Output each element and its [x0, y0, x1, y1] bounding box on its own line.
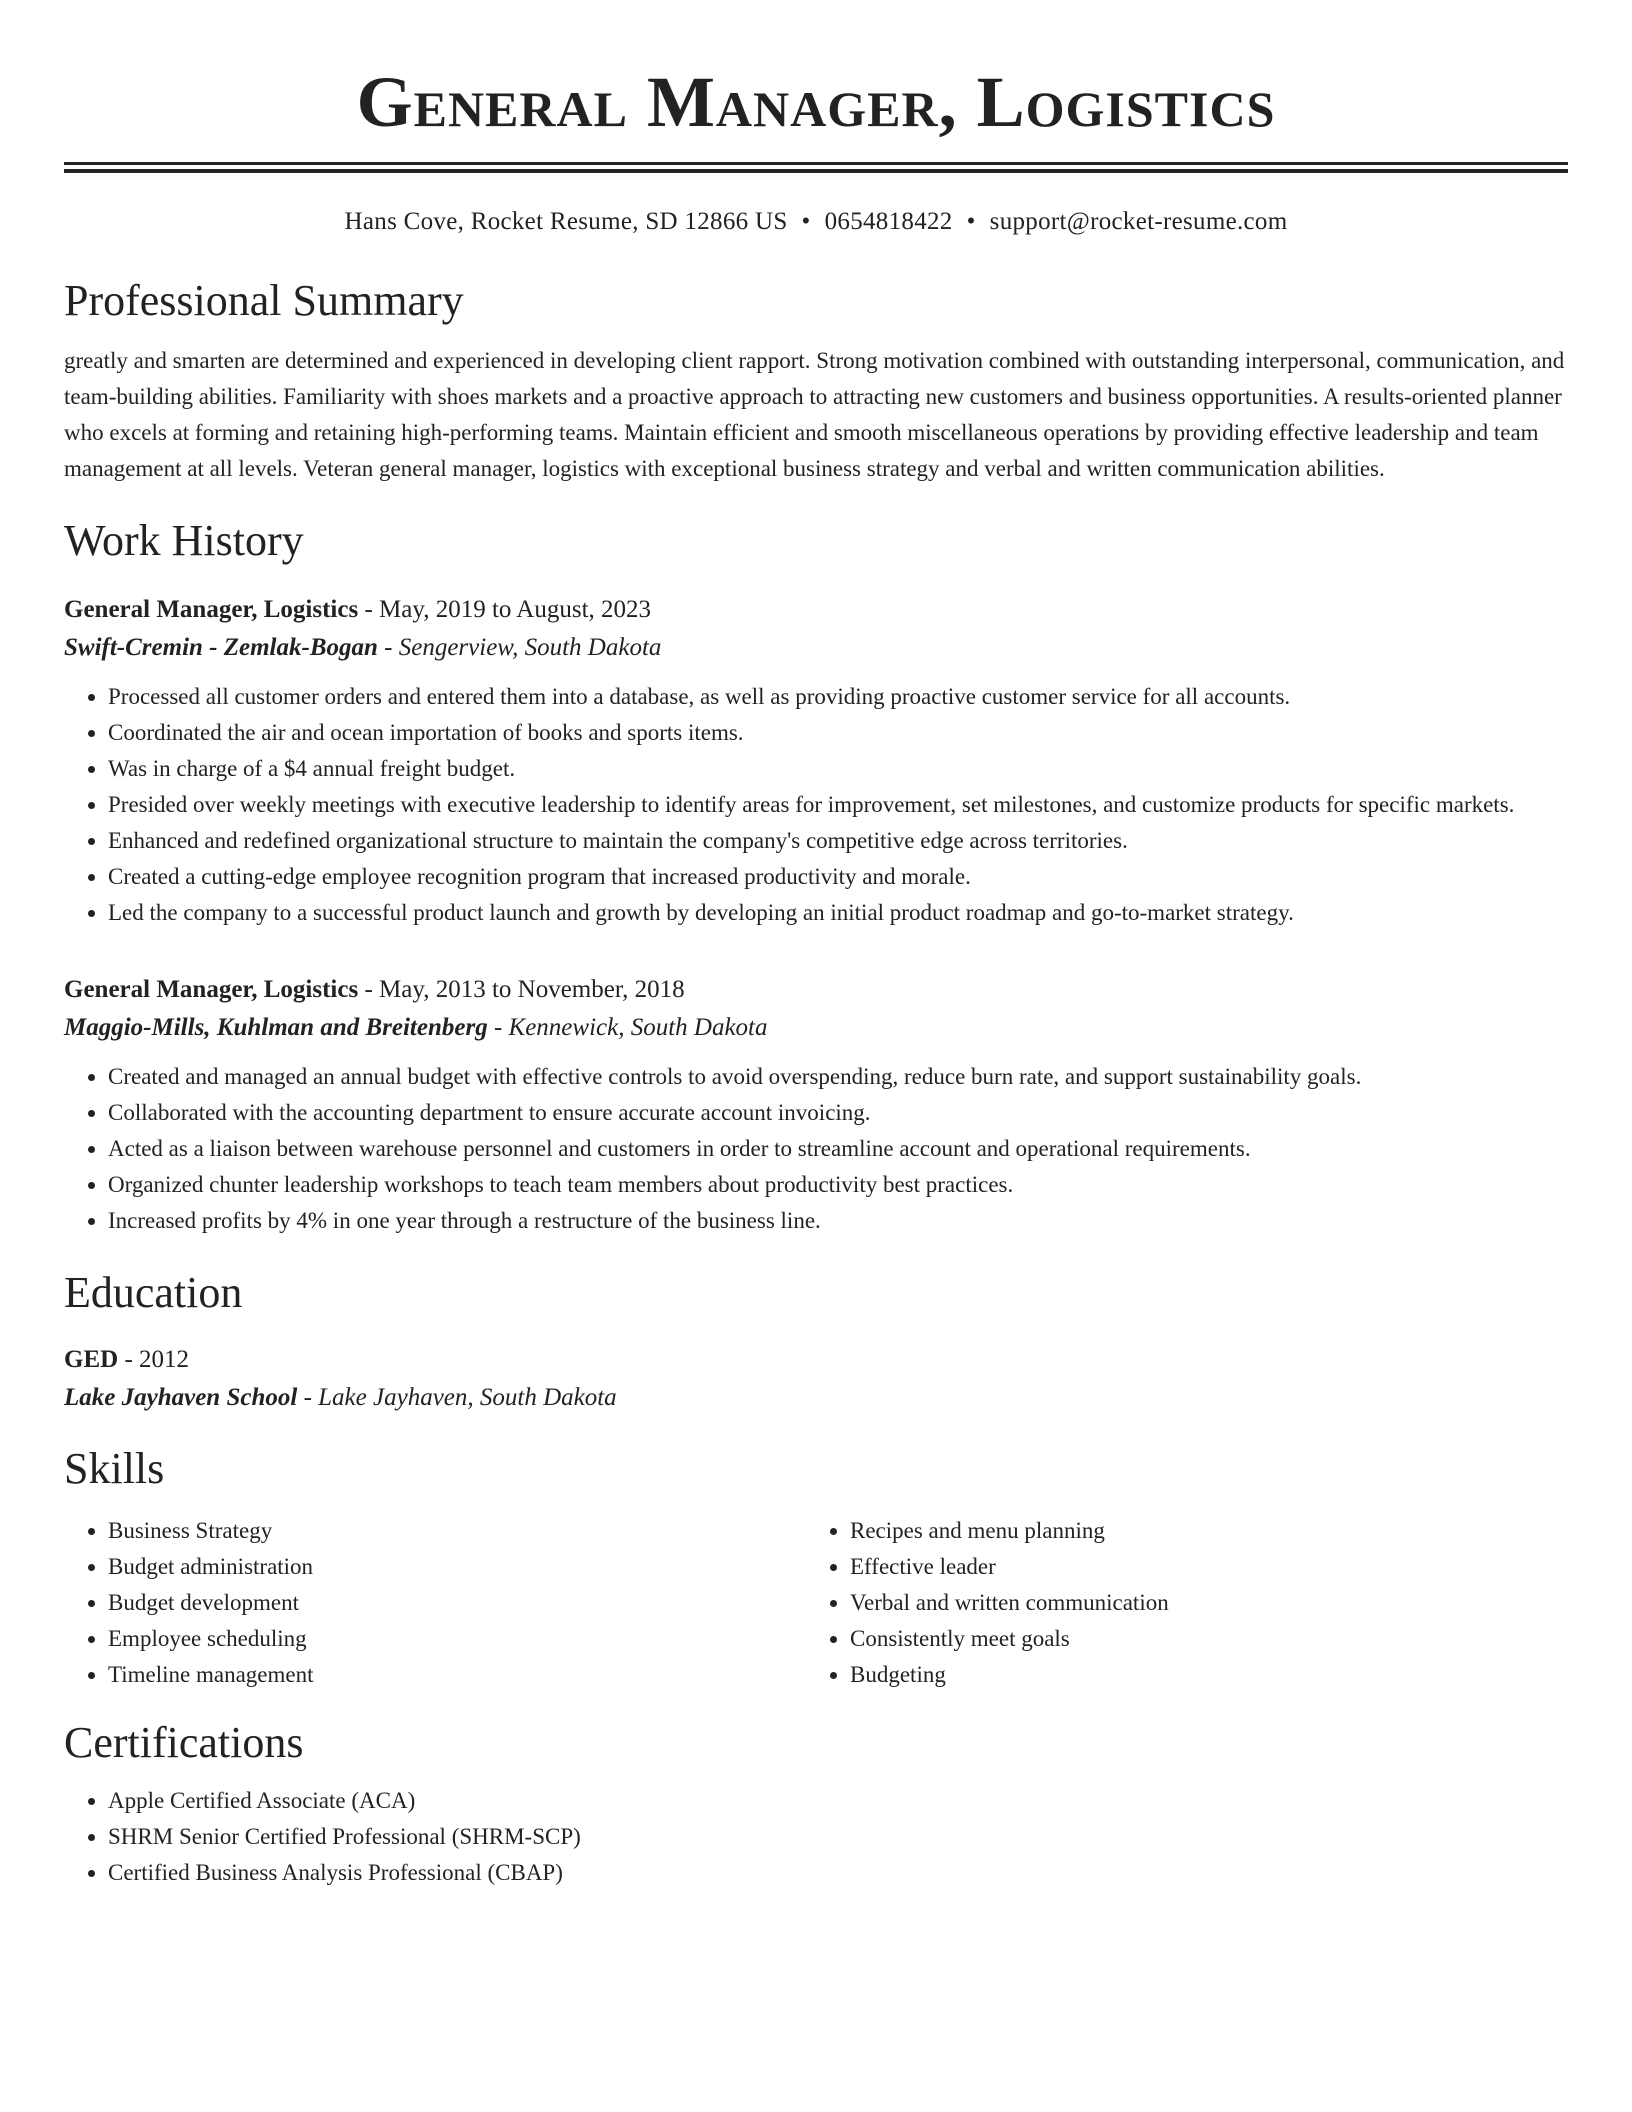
skill-item: • Recipes and menu planning [850, 1513, 1548, 1549]
education-degree: GED [64, 1346, 119, 1373]
certifications-heading: Certifications [64, 1718, 304, 1767]
contact-separator: • [966, 208, 976, 235]
job-bullets [64, 679, 1568, 931]
job-title-line [64, 971, 1568, 1009]
job-location: - Sengerview, South Dakota [377, 634, 662, 661]
certification-item: • SHRM Senior Certified Professional (SHRM-SCP) [108, 1819, 1568, 1855]
education-school-line [64, 1379, 1568, 1417]
title-divider [64, 162, 1568, 173]
education-school: Lake Jayhaven School [64, 1384, 298, 1411]
job-bullet: • Collaborated with the accounting department to ensure accurate account invoicing. [108, 1095, 1568, 1131]
job-title: General Manager, Logistics [64, 976, 359, 1003]
job-bullet: • Organized chunter leadership workshops to teach team members about productivity best practices. [108, 1167, 1568, 1203]
job-bullet: • Was in charge of a $4 annual freight budget. [108, 751, 1568, 787]
job-bullets [64, 1059, 1568, 1239]
certifications-list [64, 1783, 1568, 1891]
education-heading: Education [64, 1268, 243, 1317]
job-bullet: • Created a cutting-edge employee recognition program that increased productivity and morale. [108, 859, 1568, 895]
skills-grid [64, 1513, 1568, 1693]
skills-heading: Skills [64, 1444, 165, 1493]
skills-column-left [64, 1513, 806, 1693]
job-bullet: • Processed all customer orders and entered them into a database, as well as providing proactive customer service for all accounts. [108, 679, 1568, 715]
job-title-line [64, 591, 1568, 629]
certification-item: • Certified Business Analysis Professional (CBAP) [108, 1855, 1568, 1891]
skill-item: • Consistently meet goals [850, 1621, 1548, 1657]
work-history-heading: Work History [64, 516, 304, 565]
job-bullet: • Led the company to a successful product launch and growth by developing an initial product roadmap and go-to-market strategy. [108, 895, 1568, 931]
certification-item: • Apple Certified Associate (ACA) [108, 1783, 1568, 1819]
summary-heading: Professional Summary [64, 276, 464, 325]
job-entry [64, 591, 1568, 931]
education-degree-line [64, 1341, 1568, 1379]
resume-title: General Manager, Logistics [356, 62, 1276, 142]
skill-item: • Verbal and written communication [850, 1585, 1548, 1621]
job-company-line [64, 629, 1568, 667]
summary-text: greatly and smarten are determined and experienced in developing client rapport. Strong motivation combined with outstanding interpersonal, communication, and team-building abilities. Familiarity with shoes markets and a proactive approach to attracting new customers and business opportunities. A results-oriented planner who excels at forming and retaining high-performing teams. Maintain efficient and smooth miscellaneous operations by providing effective leadership and team management at all levels. Veteran general manager, logistics with exceptional business strategy and verbal and written communication abilities. [64, 348, 1565, 481]
skill-item: • Employee scheduling [108, 1621, 806, 1657]
job-bullet: • Acted as a liaison between warehouse personnel and customers in order to streamline account and operational requirements. [108, 1131, 1568, 1167]
job-company: Swift-Cremin - Zemlak-Bogan [64, 634, 378, 661]
contact-phone: 0654818422 [824, 208, 953, 235]
job-bullet: • Enhanced and redefined organizational structure to maintain the company's competitive edge across territories. [108, 823, 1568, 859]
education-entry [64, 1341, 1568, 1417]
job-company-line [64, 1009, 1568, 1047]
contact-separator: • [801, 208, 811, 235]
job-bullet: • Presided over weekly meetings with executive leadership to identify areas for improvement, set milestones, and customize products for specific markets. [108, 787, 1568, 823]
skill-item: • Business Strategy [108, 1513, 806, 1549]
skill-item: • Budget administration [108, 1549, 806, 1585]
job-dates: - May, 2013 to November, 2018 [358, 976, 685, 1003]
job-location: - Kennewick, South Dakota [487, 1014, 768, 1041]
job-bullet: • Created and managed an annual budget with effective controls to avoid overspending, reduce burn rate, and support sustainability goals. [108, 1059, 1568, 1095]
education-year: - 2012 [118, 1346, 190, 1373]
contact-email: support@rocket-resume.com [989, 208, 1288, 235]
skill-item: • Budget development [108, 1585, 806, 1621]
skill-item: • Timeline management [108, 1657, 806, 1693]
contact-address: Hans Cove, Rocket Resume, SD 12866 US [344, 208, 788, 235]
job-entry [64, 971, 1568, 1239]
skill-item: • Budgeting [850, 1657, 1548, 1693]
job-dates: - May, 2019 to August, 2023 [358, 596, 652, 623]
job-bullet: • Coordinated the air and ocean importation of books and sports items. [108, 715, 1568, 751]
job-company: Maggio-Mills, Kuhlman and Breitenberg [64, 1014, 488, 1041]
job-title: General Manager, Logistics [64, 596, 359, 623]
skill-item: • Effective leader [850, 1549, 1548, 1585]
job-bullet: • Increased profits by 4% in one year through a restructure of the business line. [108, 1203, 1568, 1239]
education-location: - Lake Jayhaven, South Dakota [297, 1384, 617, 1411]
contact-line [64, 205, 1568, 239]
skills-column-right [806, 1513, 1548, 1693]
